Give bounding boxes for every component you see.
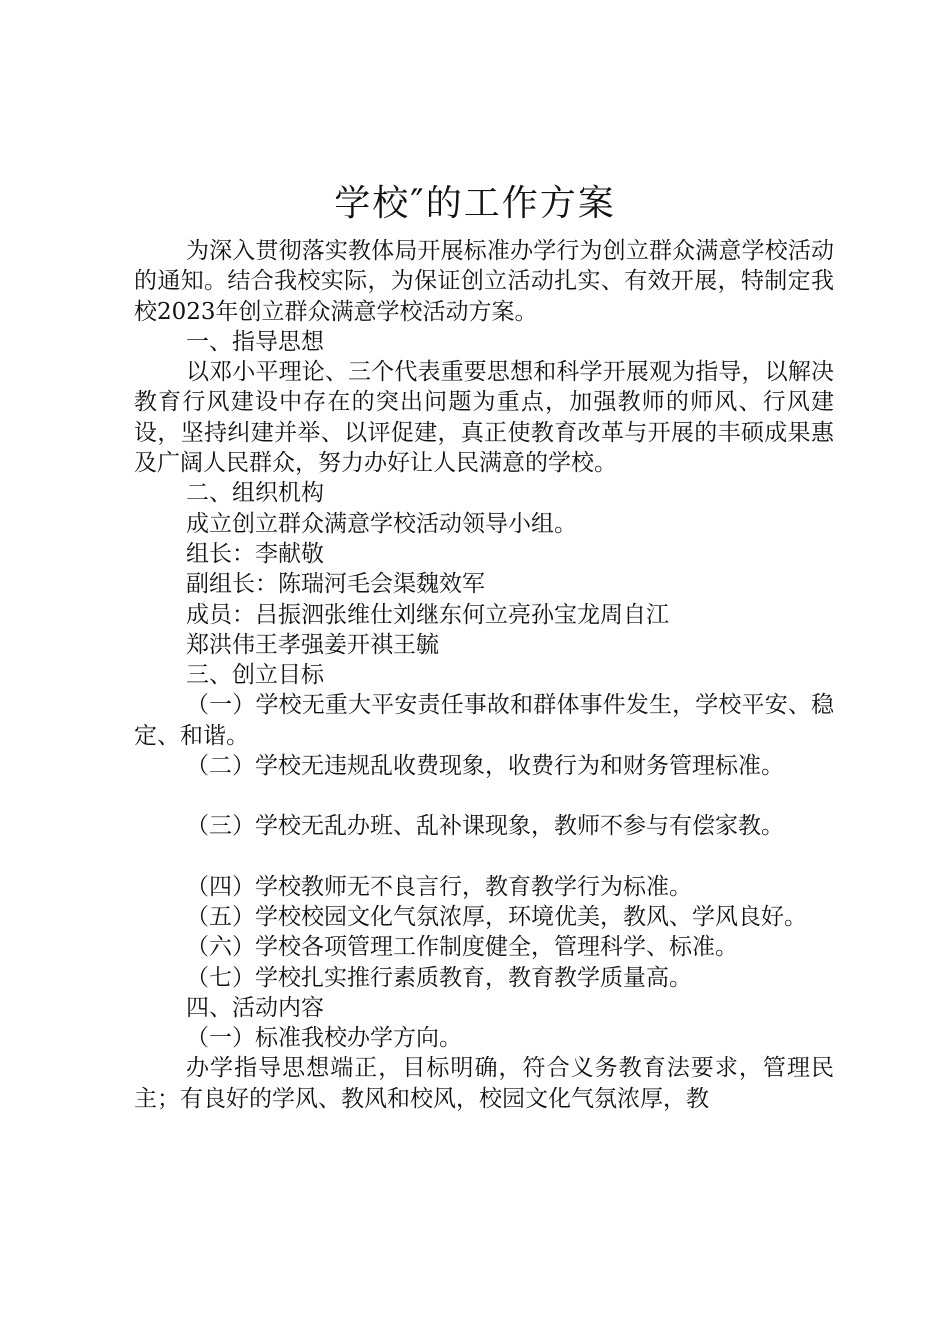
document-body bbox=[134, 236, 834, 1114]
goal-item-1: （一）学校无重大平安责任事故和群体事件发生，学校平安、稳定、和谐。 bbox=[134, 692, 834, 749]
section-heading-guiding-ideology: 一、指导思想 bbox=[186, 328, 324, 355]
deputy-leader-line: 副组长：陈瑞河毛会渠魏效军 bbox=[186, 571, 485, 598]
activity-paragraph: 办学指导思想端正，目标明确，符合义务教育法要求，管理民主；有良好的学风、教风和校风，校园文化气氛浓厚，教 bbox=[134, 1055, 834, 1112]
intro-paragraph: 为深入贯彻落实教体局开展标准办学行为创立群众满意学校活动的通知。结合我校实际，为保证创立活动扎实、有效开展，特制定我校2023年创立群众满意学校活动方案。 bbox=[134, 238, 834, 325]
activity-item-1: （一）标准我校办学方向。 bbox=[186, 1025, 462, 1052]
goal-item-7: （七）学校扎实推行素质教育，教育教学质量高。 bbox=[186, 964, 692, 991]
goal-item-4: （四）学校教师无不良言行，教育教学行为标准。 bbox=[186, 873, 692, 900]
goal-item-2: （二）学校无违规乱收费现象，收费行为和财务管理标准。 bbox=[186, 753, 784, 780]
team-leader-line: 组长：李献敬 bbox=[186, 540, 324, 567]
goal-item-3: （三）学校无乱办班、乱补课现象，教师不参与有偿家教。 bbox=[186, 813, 784, 840]
organization-paragraph: 成立创立群众满意学校活动领导小组。 bbox=[186, 510, 577, 537]
goal-item-5: （五）学校校园文化气氛浓厚，环境优美，教风、学风良好。 bbox=[186, 903, 807, 930]
section-heading-activities: 四、活动内容 bbox=[186, 994, 324, 1021]
document-title: 学校″的工作方案 bbox=[334, 183, 616, 224]
section-heading-organization: 二、组织机构 bbox=[186, 480, 324, 507]
members-line: 成员：吕振泗张维仕刘继东何立亮孙宝龙周自江 bbox=[186, 601, 669, 628]
guiding-ideology-paragraph: 以邓小平理论、三个代表重要思想和科学开展观为指导，以解决教育行风建设中存在的突出问题为重点，加强教师的师风、行风建设，坚持纠建并举、以评促建，真正使教育改革与开展的丰硕成果惠及广阔人民群众，努力办好让人民满意的学校。 bbox=[134, 359, 834, 477]
members-line-continued: 郑洪伟王孝强姜开祺王毓 bbox=[186, 631, 439, 658]
goal-item-6: （六）学校各项管理工作制度健全，管理科学、标准。 bbox=[186, 934, 738, 961]
section-heading-goals: 三、创立目标 bbox=[186, 662, 324, 689]
